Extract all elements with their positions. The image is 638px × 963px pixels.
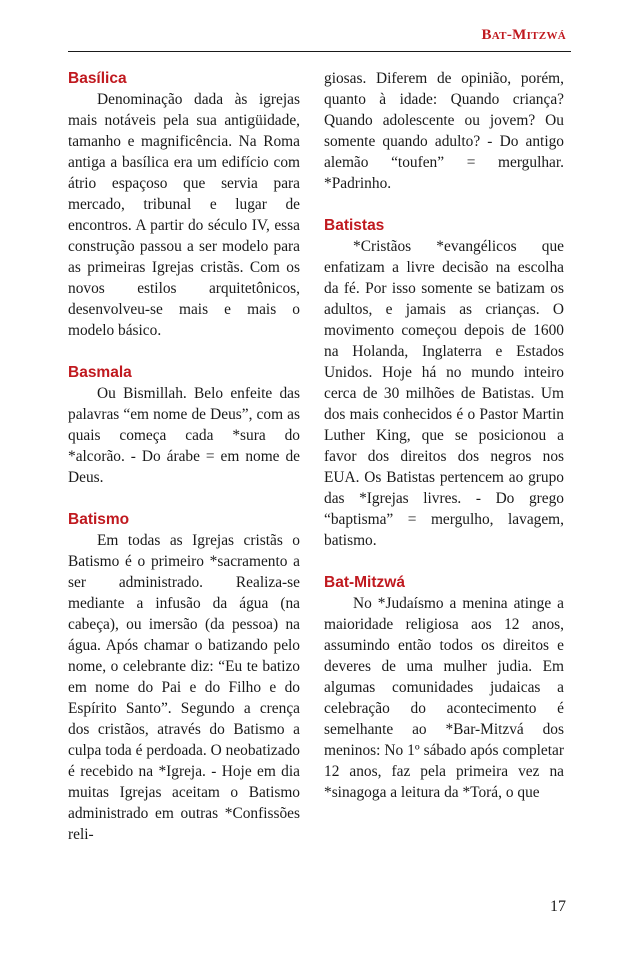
entry-basmala (68, 362, 300, 488)
entry-body (68, 530, 300, 845)
right-column (324, 68, 564, 803)
running-head-rest-2: ITZWÁ (526, 30, 566, 42)
left-column (68, 68, 300, 845)
running-head-initial-2: M (512, 27, 527, 43)
running-head-rest-1: AT (491, 30, 507, 42)
entry-body (68, 89, 300, 341)
entry-term: Basmala (68, 364, 132, 381)
entry-term: Batistas (324, 217, 385, 234)
entry-term: Batismo (68, 511, 130, 528)
entry-term: Bat-Mitzwá (324, 574, 405, 591)
entry-basilica (68, 68, 300, 341)
running-head-dash: - (506, 27, 513, 43)
entry-term: Basílica (68, 70, 127, 87)
entry-body (68, 383, 300, 488)
entry-batismo (68, 509, 300, 845)
entry-text: Denominação dada às igrejas mais notáveis pela sua antigüidade, tamanho e magnificência. Na Roma antiga a basílica era um edifício com átrio espaçoso que servia para mercado, tribunal e lugar de encontros. A partir do século IV, essa construção passou a ser modelo para as primeiras Igrejas cristãs. Com os novos estilos arquitetônicos, desenvolveu-se mais e mais o modelo básico. (68, 91, 300, 339)
entry-body (324, 236, 564, 551)
entry-text: *Cristãos *evangélicos que enfatizam a livre decisão na escolha da fé. Por isso somente se batizam os adultos, e jamais as crianças. O movimento começou depois de 1600 na Holanda, Inglaterra e Estados Unidos. Hoje há no mundo inteiro cerca de 30 milhões de Batistas. Um dos mais conhecidos é o Pastor Martin Luther King, que se posicionou a favor dos direitos dos negros nos EUA. Os Batistas pertencem ao grupo das *Igrejas livres. - Do grego “baptisma” = mergulho, lavagem, batismo. (324, 238, 564, 549)
entry-text: No *Judaísmo a menina atinge a maioridade religiosa aos 12 anos, assumindo então todos os direitos e deveres de uma mulher judia. Em algumas comunidades judaicas a celebração do acontecimento é semelhante ao *Bar-Mitzvá dos meninos: No 1º sábado após completar 12 anos, faz pela primeira vez na *sinagoga a leitura da *Torá, o que (324, 595, 564, 801)
entry-text: Ou Bismillah. Belo enfeite das palavras “em nome de Deus”, com as quais começa cada *sura do *alcorão. - Do árabe = em nome de Deus. (68, 385, 300, 486)
page-number: 17 (550, 898, 566, 915)
entry-body (324, 593, 564, 803)
entry-bat-mitzwa (324, 572, 564, 803)
entry-text: Em todas as Igrejas cristãs o Batismo é o primeiro *sacramento a ser administrado. Realiza-se mediante a infusão da água (na cabeça), ou imersão (da pessoa) na água. Após chamar o batizando pelo nome, o celebrante diz: “Eu te batizo em nome do Pai e do Filho e do Espírito Santo”. Segundo a crença dos cristãos, através do Batismo a culpa toda é perdoada. O neobatizado é recebido na *Igreja. - Hoje em dia muitas Igrejas aceitam o Batismo administrado em outras *Confissões reli- (68, 532, 300, 843)
header-rule (68, 51, 571, 52)
entry-batismo-continued (324, 68, 564, 194)
entry-batistas (324, 215, 564, 551)
entry-body (324, 68, 564, 194)
entry-text: giosas. Diferem de opinião, porém, quanto à idade: Quando criança? Quando adolescente ou jovem? Ou somente quando adulto? - Do antigo alemão “toufen” = mergulhar. *Padrinho. (324, 70, 564, 192)
running-head-initial-1: B (481, 27, 492, 43)
running-head (481, 27, 566, 44)
